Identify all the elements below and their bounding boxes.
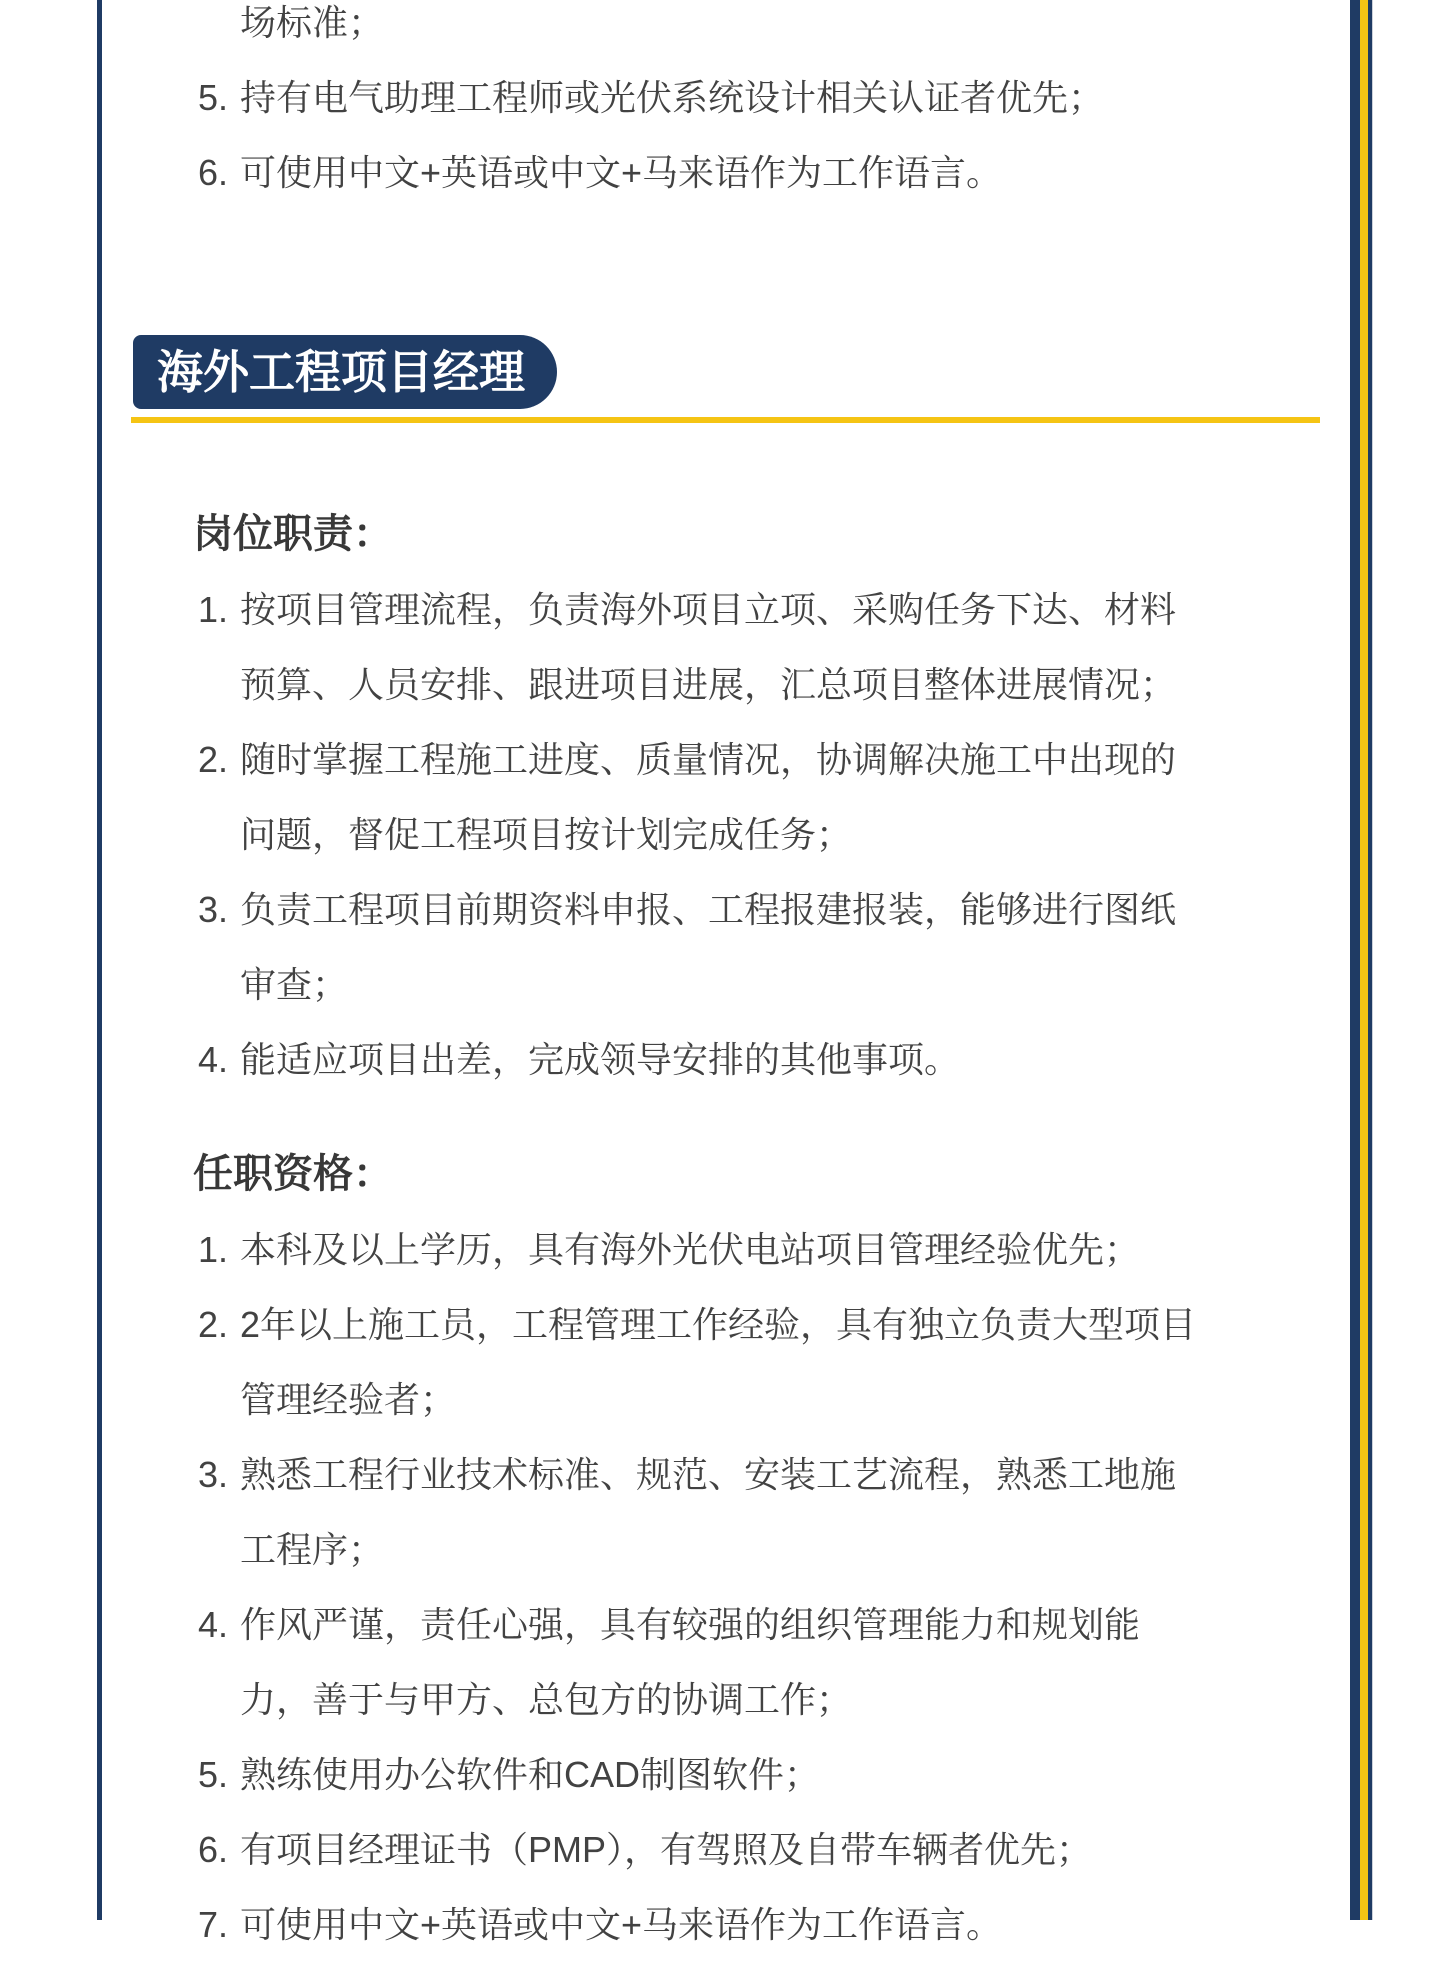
list-line bbox=[0, 1512, 1440, 1587]
list-line bbox=[0, 722, 1440, 797]
section-heading: 任职资格： bbox=[193, 1152, 393, 1196]
list-line-text: 有项目经理证书（PMP），有驾照及自带车辆者优先； bbox=[240, 1829, 1093, 1870]
list-line-text: 问题，督促工程项目按计划完成任务； bbox=[240, 814, 853, 855]
list-line bbox=[0, 1887, 1440, 1962]
list-line-text: 预算、人员安排、跟进项目进展，汇总项目整体进展情况； bbox=[240, 664, 1177, 705]
list-line-text: 可使用中文+英语或中文+马来语作为工作语言。 bbox=[240, 1904, 1003, 1945]
list-line bbox=[0, 135, 1440, 210]
list-line bbox=[0, 1362, 1440, 1437]
job-title-badge bbox=[133, 335, 557, 409]
list-line-text: 可使用中文+英语或中文+马来语作为工作语言。 bbox=[240, 152, 1003, 193]
section-heading-row bbox=[0, 1137, 1440, 1212]
list-line bbox=[0, 1287, 1440, 1362]
list-line bbox=[0, 572, 1440, 647]
list-item-number: 3. bbox=[198, 1454, 229, 1495]
list-line-text: 力，善于与甲方、总包方的协调工作； bbox=[240, 1679, 853, 1720]
section-qualifications bbox=[0, 1137, 1440, 1962]
list-line bbox=[0, 797, 1440, 872]
list-item-number: 1. bbox=[198, 589, 229, 630]
list-line-text: 审查； bbox=[240, 964, 349, 1005]
section-heading: 岗位职责： bbox=[193, 512, 393, 556]
list-line bbox=[0, 1212, 1440, 1287]
list-item-number: 3. bbox=[198, 889, 229, 930]
list-line-text: 随时掌握工程施工进度、质量情况，协调解决施工中出现的 bbox=[240, 739, 1177, 780]
job-title-text: 海外工程项目经理 bbox=[157, 346, 525, 398]
list-line-text: 持有电气助理工程师或光伏系统设计相关认证者优先； bbox=[240, 77, 1105, 118]
list-line-text: 工程序； bbox=[240, 1529, 385, 1570]
list-line bbox=[0, 0, 1440, 60]
section-duties bbox=[0, 497, 1440, 1097]
list-line-text: 负责工程项目前期资料申报、工程报建报装，能够进行图纸 bbox=[240, 889, 1177, 930]
list-item-number: 5. bbox=[198, 1754, 229, 1795]
list-line-text: 作风严谨，责任心强，具有较强的组织管理能力和规划能 bbox=[240, 1604, 1141, 1645]
badge-underline bbox=[131, 417, 1320, 423]
list-line bbox=[0, 1662, 1440, 1737]
list-line bbox=[0, 947, 1440, 1022]
list-item-number: 2. bbox=[198, 739, 229, 780]
list-line-text: 熟练使用办公软件和CAD制图软件； bbox=[240, 1754, 821, 1795]
section-heading-row bbox=[0, 497, 1440, 572]
list-line-text: 2年以上施工员，工程管理工作经验，具有独立负责大型项目 bbox=[240, 1304, 1197, 1345]
list-item-number: 4. bbox=[198, 1039, 229, 1080]
list-line bbox=[0, 1022, 1440, 1097]
list-line bbox=[0, 1437, 1440, 1512]
list-line bbox=[0, 1587, 1440, 1662]
list-line bbox=[0, 872, 1440, 947]
list-line bbox=[0, 60, 1440, 135]
list-item-number: 6. bbox=[198, 152, 229, 193]
list-line-text: 熟悉工程行业技术标准、规范、安装工艺流程，熟悉工地施 bbox=[240, 1454, 1177, 1495]
list-line-text: 能适应项目出差，完成领导安排的其他事项。 bbox=[240, 1039, 961, 1080]
list-line bbox=[0, 647, 1440, 722]
list-item-number: 7. bbox=[198, 1904, 229, 1945]
list-item-number: 2. bbox=[198, 1304, 229, 1345]
list-line bbox=[0, 1812, 1440, 1887]
list-item-number: 4. bbox=[198, 1604, 229, 1645]
list-line-text: 按项目管理流程，负责海外项目立项、采购任务下达、材料 bbox=[240, 589, 1177, 630]
list-item-number: 5. bbox=[198, 77, 229, 118]
previous-section-list-continuation bbox=[0, 0, 1440, 210]
list-item-number: 6. bbox=[198, 1829, 229, 1870]
list-item-number: 1. bbox=[198, 1229, 229, 1270]
list-line-text: 场标准； bbox=[240, 2, 385, 43]
list-line-text: 管理经验者； bbox=[240, 1379, 457, 1420]
list-line bbox=[0, 1737, 1440, 1812]
list-line-text: 本科及以上学历，具有海外光伏电站项目管理经验优先； bbox=[240, 1229, 1141, 1270]
